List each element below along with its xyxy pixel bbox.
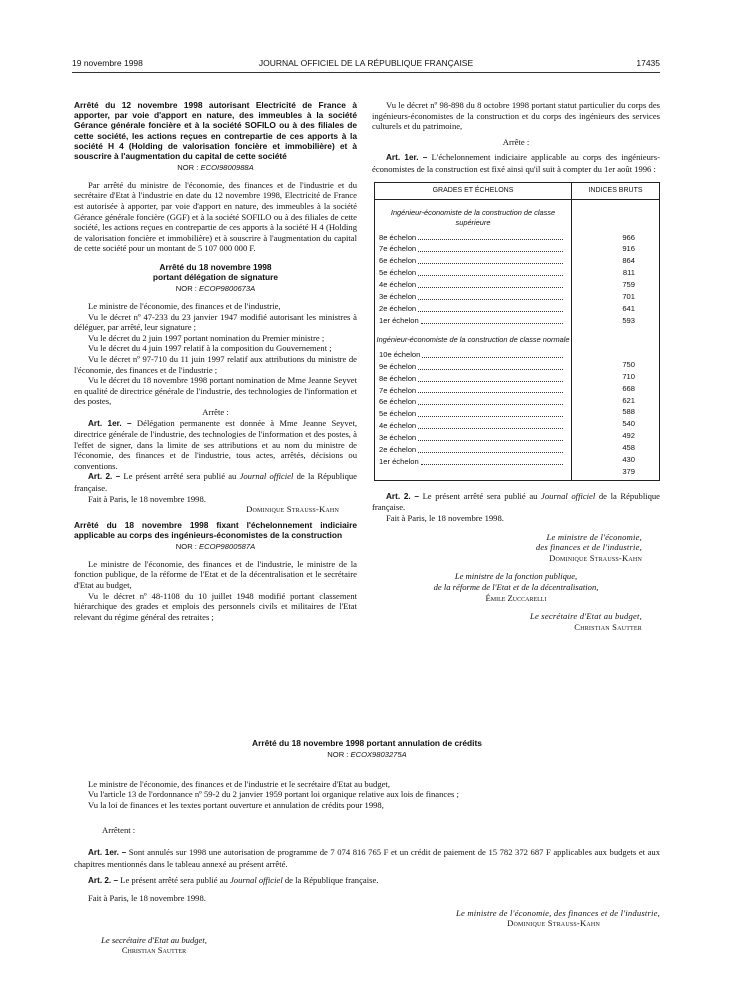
indice-value: 588 (622, 407, 635, 417)
decree2-visa: Vu le décret du 4 juin 1997 relatif à la composition du Gouvernement ; (88, 343, 332, 354)
decree4-arrete: Arrêtent : (102, 824, 136, 835)
echelon-label: 5e échelon (379, 409, 417, 419)
table-row (375, 267, 571, 279)
decree3-signature-minister-public-service: Le ministre de la fonction publique, de la réforme de l'Etat et de la décentralisation, Émile Zuccarelli (433, 571, 599, 603)
indice-value: 430 (622, 455, 635, 465)
indice-value: 710 (622, 371, 635, 381)
decree3-visa: Vu le décret nº 48-1108 du 10 juillet 1948 modifié portant classement hiérarchique des grades et emplois des personnels civils et militaires de l'Etat relevant du régime général des retraites ; (74, 590, 357, 622)
indice-value: 458 (622, 443, 635, 453)
decree2-preamble: Le ministre de l'économie, des finances et de l'industrie, (88, 300, 281, 311)
decree2-visa: Vu le décret nº 97-710 du 11 juin 1997 relatif aux attributions du ministre de l'économie, des finances et de l'industrie ; (74, 353, 357, 375)
decree3-nor: NOR : ECOP9800587A (175, 542, 256, 552)
leader-dots (418, 232, 563, 241)
echelon-label: 4e échelon (379, 280, 417, 290)
decree3-visa: Vu le décret nº 98-898 du 8 octobre 1998 portant statut particulier du corps des ingénieurs-économistes de la construction et du corps des ingénieurs des services culturels et du patrimoine, (372, 100, 660, 132)
table-row (375, 303, 571, 315)
decree2-nor: NOR : ECOP9800673A (175, 284, 256, 294)
table-row (375, 408, 571, 420)
leader-dots (418, 444, 563, 453)
decree3-arrete: Arrête : (502, 136, 530, 147)
header-journal: JOURNAL OFFICIEL DE LA RÉPUBLIQUE FRANÇAISE (258, 58, 474, 68)
table-row (375, 420, 571, 432)
table-row (375, 291, 571, 303)
decree1-nor: NOR : ECOI9800988A (177, 163, 254, 173)
table-row (375, 432, 571, 444)
indices-table (374, 182, 660, 481)
table-row (375, 349, 571, 361)
leader-dots (418, 432, 563, 441)
decree4-title: Arrêté du 18 novembre 1998 portant annulation de crédits (252, 738, 482, 748)
leader-dots (422, 349, 563, 358)
decree3-article1: Art. 1er. – L'échelonnement indiciaire applicable au corps des ingénieurs-économistes de la construction est fixé ainsi qu'il suit à compter du 1er août 1996 : (372, 152, 660, 174)
indice-value: 759 (622, 280, 635, 290)
indice-value: 750 (622, 359, 635, 369)
leader-dots (418, 255, 563, 264)
decree4-visa: Vu l'article 13 de l'ordonnance nº 59-2 du 2 janvier 1959 portant loi organique relative aux lois de finances ; (88, 789, 459, 800)
table-body (375, 200, 659, 480)
echelon-label: 4e échelon (379, 421, 417, 431)
decree3-article2: Art. 2. – Le présent arrêté sera publié au Journal officiel de la République française. (372, 490, 660, 513)
leader-dots (421, 456, 563, 465)
echelon-label: 9e échelon (379, 361, 417, 371)
indice-value: 701 (622, 292, 635, 302)
decree2-visa: Vu le décret du 18 novembre 1998 portant nomination de Mme Jeanne Seyvet en qualité de directrice générale de l'industrie, des technologies de l'information et des postes, (74, 375, 357, 407)
table-row (375, 385, 571, 397)
decree2-article1: Art. 1er. – Délégation permanente est donnée à Mme Jeanne Seyvet, directrice générale de l'industrie, des technologies de l'information et des postes, à l'effet de signer, dans la limite de ses attributions et au nom du ministre de l'économie, des finances et de l'industrie, tous actes, arrêtés, décisions ou conventions. (74, 417, 357, 471)
decree2-visa: Vu le décret du 2 juin 1997 portant nomination du Premier ministre ; (88, 332, 325, 343)
decree4-preamble: Le ministre de l'économie, des finances et de l'industrie et le secrétaire d'Etat au budget, (88, 778, 390, 789)
leader-dots (418, 373, 563, 382)
echelon-label: 8e échelon (379, 232, 417, 242)
leader-dots (418, 243, 563, 252)
decree2-visa: Vu le décret nº 47-233 du 23 janvier 1947 modifié autorisant les ministres à déléguer, par arrêté, leur signature ; (74, 311, 357, 333)
decree3-title: Arrêté du 18 novembre 1998 fixant l'échelonnement indiciaire applicable au corps des ingénieurs-économistes de la construction (74, 519, 357, 541)
table-row (375, 279, 571, 291)
leader-dots (418, 291, 563, 300)
leader-dots (421, 315, 563, 324)
decree4-nor: NOR : ECOX9803275A (327, 750, 407, 760)
leader-dots (418, 303, 563, 312)
page-header (72, 58, 660, 72)
echelon-label: 6e échelon (379, 397, 417, 407)
indice-value: 492 (622, 431, 635, 441)
decree2-signature: Dominique Strauss-Kahn (246, 504, 339, 515)
leader-dots (418, 279, 563, 288)
decree2-date: Fait à Paris, le 18 novembre 1998. (88, 493, 206, 504)
indice-value: 811 (622, 268, 635, 278)
echelon-label: 1er échelon (379, 456, 419, 466)
col-header-indices: INDICES BRUTS (588, 186, 643, 194)
right-column (372, 100, 660, 632)
table-row (375, 361, 571, 373)
table-row (375, 396, 571, 408)
left-column (74, 100, 357, 622)
decree3-preamble: Le ministre de l'économie, des finances et de l'industrie, le ministre de la fonction publique, de la réforme de l'Etat et de la décentralisation et le secrétaire d'Etat au budget, (74, 558, 357, 591)
decree2-arrete: Arrête : (202, 406, 229, 417)
table-row (375, 255, 571, 267)
decree4-date: Fait à Paris, le 18 novembre 1998. (88, 892, 206, 903)
header-rule (72, 72, 660, 73)
decree4-article2: Art. 2. – Le présent arrêté sera publié au Journal officiel de la République française. (88, 875, 379, 886)
leader-dots (418, 385, 563, 394)
table-row (375, 315, 571, 327)
echelon-label: 7e échelon (379, 244, 417, 254)
leader-dots (418, 267, 563, 276)
header-date: 19 novembre 1998 (72, 58, 143, 68)
echelon-label: 3e échelon (379, 292, 417, 302)
leader-dots (418, 408, 563, 417)
group-title-superieure: Ingénieur-économiste de la construction de classe supérieure (390, 207, 556, 227)
decree3-signature-budget: Le secrétaire d'Etat au budget, Christian Sautter (529, 611, 642, 632)
header-page-number: 17435 (636, 58, 660, 68)
table-row (375, 444, 571, 456)
echelon-label: 2e échelon (379, 304, 417, 313)
echelon-label: 6e échelon (379, 256, 417, 266)
col-header-grades: GRADES ET ÉCHELONS (375, 183, 572, 199)
decree4-signature-budget: Le secrétaire d'Etat au budget, Christian Sautter (101, 934, 207, 956)
decree4-section (74, 738, 660, 956)
indice-value: 641 (622, 304, 635, 313)
echelon-label: 7e échelon (379, 385, 417, 395)
table-row (375, 232, 571, 244)
indice-value: 621 (622, 395, 635, 405)
echelon-label: 10e échelon (379, 349, 421, 359)
indice-value: 966 (622, 232, 635, 242)
table-row (375, 243, 571, 255)
leader-dots (418, 396, 563, 405)
decree3-signature-minister-economy: Le ministre de l'économie, des finances et de l'industrie, Dominique Strauss-Kahn (535, 531, 642, 563)
indice-value: 540 (622, 419, 635, 429)
decree2-title: Arrêté du 18 novembre 1998 portant délégation de signature (152, 261, 279, 283)
decree4-signature-minister: Le ministre de l'économie, des finances et de l'industrie, Dominique Strauss-Kahn (456, 907, 660, 929)
indice-value: 864 (622, 256, 635, 266)
indice-value: 668 (622, 383, 635, 393)
echelon-label: 2e échelon (379, 445, 417, 455)
table-row (375, 373, 571, 385)
echelon-label: 5e échelon (379, 268, 417, 278)
table-row (375, 456, 571, 468)
indice-value: 593 (622, 315, 635, 325)
leader-dots (418, 361, 563, 370)
group-title-normale: Ingénieur-économiste de la construction de classe normale (376, 334, 570, 344)
indice-value: 379 (622, 466, 635, 476)
echelon-label: 1er échelon (379, 315, 419, 325)
decree4-visa: Vu la loi de finances et les textes portant ouverture et annulation de crédits pour 1998, (88, 799, 384, 810)
table-header (375, 183, 659, 200)
decree1-title: Arrêté du 12 novembre 1998 autorisant Electricité de France à apporter, par voie d'apport en nature, des immeubles à la société Gérance générale foncière et à la société SOFILO ou à des filiales de cette société, les actions reçues en contrepartie de ces apports à la société H 4 (Holding de valorisation foncière et immobilière) et à souscrire à l'augmentation du capital de cette société (74, 100, 357, 162)
leader-dots (418, 420, 563, 429)
decree2-article2: Art. 2. – Le présent arrêté sera publié au Journal officiel de la République française. (74, 471, 357, 494)
indice-value: 916 (622, 244, 635, 254)
decree3-date: Fait à Paris, le 18 novembre 1998. (386, 513, 504, 524)
echelon-label: 3e échelon (379, 433, 417, 443)
echelon-label: 8e échelon (379, 373, 417, 383)
decree1-body: Par arrêté du ministre de l'économie, des finances et de l'industrie et du secrétaire d'Etat à l'industrie en date du 12 novembre 1998, Electricité de France est autorisée à apporter, par voie d'apport en nature, des immeubles à la société Gérance générale foncière (GGF) et à la société SOFILO ou à des filiales de cette société, les actions reçues en contrepartie de ces apports à la société H 4 (Holding de valorisation foncière et immobilière) et à souscrire à l'augmentation du capital de cette société pour un montant de 5 107 000 000 F. (74, 179, 357, 254)
decree4-article1: Art. 1er. – Sont annulés sur 1998 une autorisation de programme de 7 074 816 765 F et un crédit de paiement de 15 782 372 687 F applicables aux budgets et aux chapitres mentionnés dans le tableau annexé au présent arrêté. (74, 847, 660, 869)
